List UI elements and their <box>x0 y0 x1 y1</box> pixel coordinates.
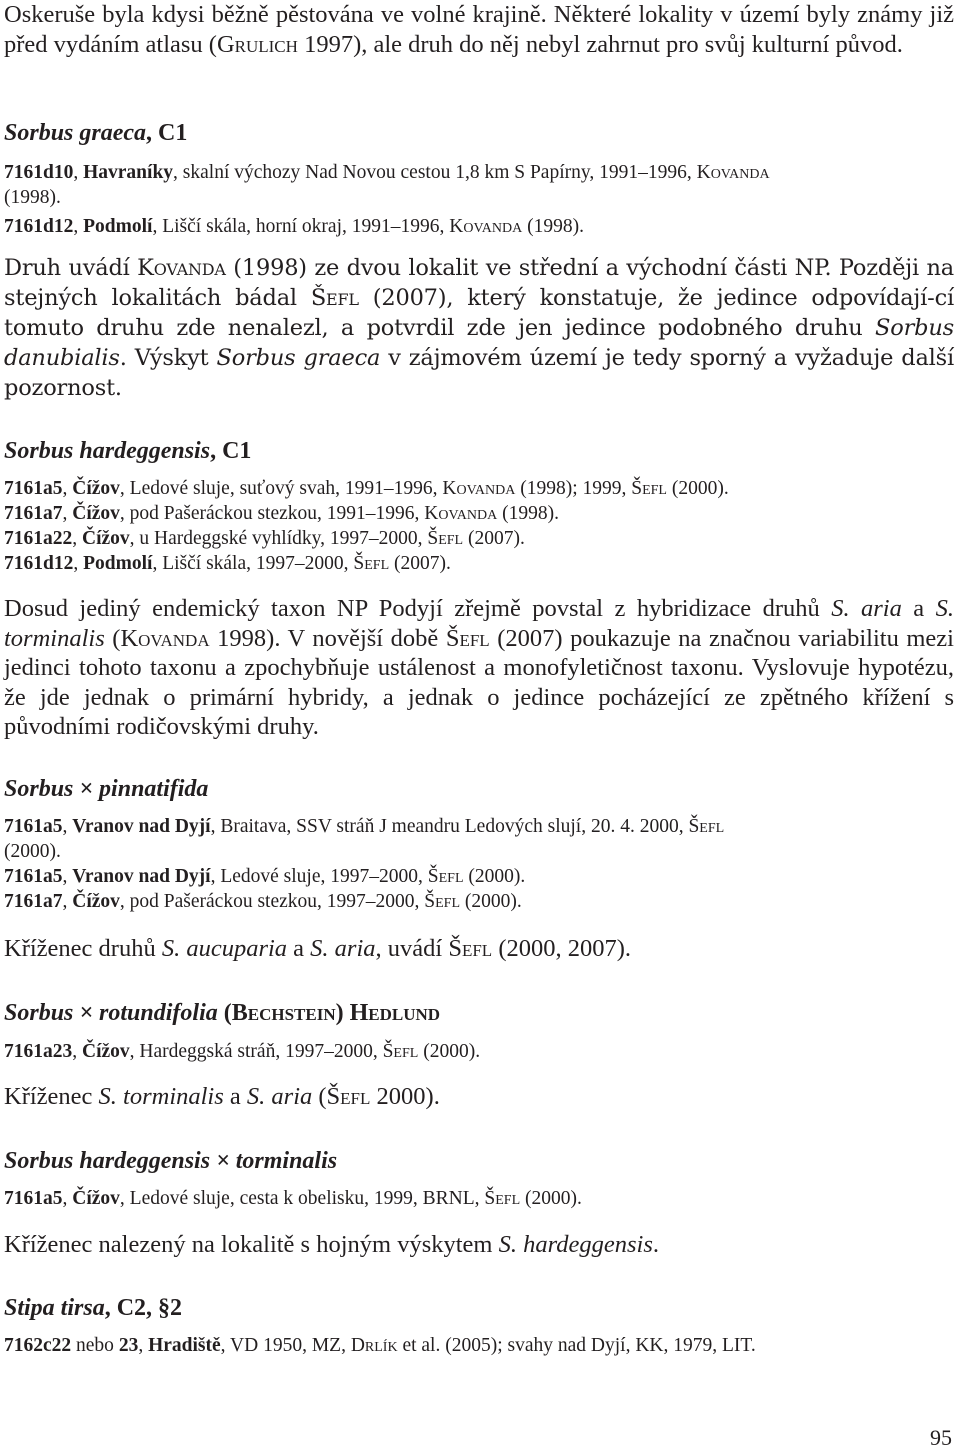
locality: Vranov nad Dyjí <box>72 866 211 887</box>
paragraph <box>4 1082 954 1112</box>
text: Kříženec nalezený na lokalitě s hojným výskytem <box>4 1231 499 1258</box>
record-text: (2000). <box>463 866 526 887</box>
text: Druh uvádí <box>4 255 138 281</box>
paragraph <box>4 253 954 403</box>
record-text: , Liščí skála, horní okraj, 1991–1996, <box>152 216 450 237</box>
record-text: (1998). <box>522 216 584 237</box>
author-name: Šefl <box>688 816 725 837</box>
species-name: Sorbus danubialis <box>4 315 954 371</box>
text: . Výskyt <box>119 345 217 371</box>
record <box>4 501 954 526</box>
record-list <box>4 1333 954 1358</box>
text: (2007), který konstatuje, že jedince odpovídají-cí tomuto druhu zde nenalezl, a potvrdil zde jen jedince podobného druhu <box>4 285 954 341</box>
record-list <box>4 814 954 914</box>
species-name: S. aucuparia <box>161 935 288 962</box>
author-name: Kovanda <box>696 162 770 183</box>
record-text: (2007). <box>463 528 525 549</box>
species-name: S. torminalis <box>4 595 955 652</box>
record: 7161a5, Vranov nad Dyjí, Braitava, SSV stráň J meandru Ledových slují, 20. 4. 2000, Šefl (2000). <box>4 816 725 862</box>
text: . <box>652 1231 659 1258</box>
grid-code: 7162c22 <box>4 1335 72 1356</box>
species-name: Sorbus × pinnatifida <box>4 776 209 802</box>
author-name: Grulich <box>216 30 298 58</box>
text: Kříženec <box>4 1083 99 1110</box>
record-text: , <box>62 478 73 499</box>
species-name: Sorbus hardeggensis × torminalis <box>4 1148 338 1174</box>
record-text: , Ledové sluje, 1997–2000, <box>210 866 428 887</box>
grid-code: 7161a5 <box>4 866 63 887</box>
species-heading <box>4 436 251 466</box>
record-text: , Ledové sluje, suťový svah, 1991–1996, <box>119 478 443 499</box>
record <box>4 526 954 551</box>
record-list <box>4 1039 954 1064</box>
text: 1997), ale druh do něj nebyl zahrnut pro svůj kulturní původ. <box>297 30 903 58</box>
author-name: Šefl <box>448 935 493 962</box>
species-name: S. aria <box>310 935 376 962</box>
locality: Čížov <box>72 478 120 499</box>
locality: Podmolí <box>83 553 153 574</box>
species-heading <box>4 1293 182 1323</box>
record <box>4 476 954 501</box>
author-name: Šefl <box>353 553 390 574</box>
record-text: , Ledové sluje, cesta k obelisku, 1999, BRNL, <box>119 1188 485 1209</box>
grid-code: 7161a7 <box>4 891 63 912</box>
locality: Čížov <box>72 503 120 524</box>
species-name: Stipa tirsa <box>4 1295 105 1321</box>
record-text: nebo <box>71 1335 119 1356</box>
record-text: (1998). <box>497 503 559 524</box>
record-text: (2000). <box>520 1188 582 1209</box>
author-name: Šefl <box>427 866 464 887</box>
author-name: Kovanda <box>424 503 498 524</box>
text: a <box>223 1083 247 1110</box>
text: ( <box>312 1083 327 1110</box>
intro-paragraph <box>4 0 954 59</box>
paragraph <box>4 934 954 964</box>
author-name: Hedlund <box>349 1000 441 1026</box>
author-name: Šefl <box>427 528 464 549</box>
locality: Čížov <box>72 1188 120 1209</box>
record-text: , pod Pašeráckou stezkou, 1991–1996, <box>119 503 425 524</box>
species-name: S. aria <box>246 1083 313 1110</box>
text: ( <box>217 1000 232 1026</box>
author-name: Šefl <box>631 478 667 499</box>
text: Dosud jediný endemický taxon NP Podyjí zřejmě povstal z hybridizace druhů <box>4 595 832 622</box>
record-text: , <box>62 503 73 524</box>
locality: Havraníky <box>83 162 174 183</box>
grid-code: 7161a7 <box>4 503 63 524</box>
grid-code: 7161a22 <box>4 528 73 549</box>
record-list <box>4 476 954 576</box>
species-name: Sorbus graeca <box>4 120 147 146</box>
author-name: Bechstein <box>231 1000 336 1026</box>
locality: Podmolí <box>83 216 153 237</box>
locality: Čížov <box>82 528 130 549</box>
locality: Čížov <box>72 891 120 912</box>
record-text: , VD 1950, MZ, <box>220 1335 351 1356</box>
category: , C1 <box>210 438 252 464</box>
author-name: Kovanda <box>120 624 210 652</box>
record-text: , <box>72 528 82 549</box>
author-name: Šefl <box>484 1188 521 1209</box>
species-name: S. torminalis <box>98 1083 224 1110</box>
text: 1998). V novější době <box>209 624 446 652</box>
author-name: Kovanda <box>449 216 523 237</box>
record <box>4 1333 954 1358</box>
species-name: S. hardeggensis <box>498 1231 653 1258</box>
record-text: (1998); 1999, <box>515 478 632 499</box>
species-heading <box>4 998 440 1028</box>
species-name: Sorbus hardeggensis <box>4 438 211 464</box>
text: ) <box>335 1000 350 1026</box>
grid-code: 7161d10 <box>4 162 74 183</box>
page-number: 95 <box>930 1425 952 1450</box>
record-text: , pod Pašeráckou stezkou, 1997–2000, <box>119 891 425 912</box>
grid-code: 23 <box>118 1335 139 1356</box>
text: (2000, 2007). <box>492 935 632 962</box>
author-name: Drlík <box>350 1335 398 1356</box>
record-text: (2000). <box>418 1041 481 1062</box>
author-name: Šefl <box>326 1083 371 1110</box>
paragraph <box>4 594 954 742</box>
record: 7161a7, Čížov, pod Pašeráckou stezkou, 1997–2000, Šefl (2000). <box>4 891 522 912</box>
grid-code: 7161a5 <box>4 1188 63 1209</box>
species-name: Sorbus graeca <box>216 345 381 371</box>
grid-code: 7161d12 <box>4 216 74 237</box>
author-name: Kovanda <box>442 478 516 499</box>
text: Kříženec druhů <box>4 935 162 962</box>
paragraph <box>4 1230 954 1260</box>
record-text: , u Hardeggské vyhlídky, 1997–2000, <box>129 528 428 549</box>
text: a <box>287 935 311 962</box>
record: 7161d10, Havraníky, skalní výchozy Nad Novou cestou 1,8 km S Papírny, 1991–1996, Kovanda (1998). <box>4 162 770 208</box>
text: (2007) poukazuje na značnou variabilitu mezi jedinci tohoto taxonu a zpochybňuje ustálenost a monofyletičnost taxonu. Vyslovuje hypotézu, že jde jednak o primární hybridy, a jednak o jedince pocházející ze zpětného křížení s původními rodičovskými druhy. <box>4 624 954 740</box>
text: v zájmovém území je tedy sporný a vyžaduje další pozornost. <box>4 345 954 401</box>
record-text: , skalní výchozy Nad Novou cestou 1,8 km S Papírny, 1991–1996, <box>173 162 697 183</box>
record-text: et al. (2005); svahy nad Dyjí, KK, 1979, LIT. <box>397 1335 756 1356</box>
text: , uvádí <box>375 935 449 962</box>
records-container <box>4 476 954 576</box>
category: , C2, §2 <box>104 1295 183 1321</box>
record-list <box>4 1186 954 1211</box>
record-text: (1998). <box>4 187 61 208</box>
record-text: , Hardeggská stráň, 1997–2000, <box>129 1041 383 1062</box>
author-name: Šefl <box>382 1041 419 1062</box>
record: 7161a23, Čížov, Hardeggská stráň, 1997–2000, Šefl (2000). <box>4 1041 481 1062</box>
author-name: Kovanda <box>137 255 226 281</box>
text: 2000). <box>370 1083 440 1110</box>
author-name: Šefl <box>310 285 359 311</box>
author-name: Šefl <box>424 891 461 912</box>
grid-code: 7161a23 <box>4 1041 73 1062</box>
grid-code: 7161a5 <box>4 478 63 499</box>
species-heading <box>4 1146 337 1176</box>
record <box>4 551 954 576</box>
species-heading <box>4 774 208 804</box>
record-text: , <box>138 1335 149 1356</box>
grid-code: 7161d12 <box>4 553 74 574</box>
record-text: , Liščí skála, 1997–2000, <box>152 553 354 574</box>
record: 7161a5, Vranov nad Dyjí, Ledové sluje, 1997–2000, Šefl (2000). <box>4 866 526 887</box>
record-text: (2007). <box>389 553 451 574</box>
author-name: Šefl <box>445 624 490 652</box>
record-text: (2000). <box>4 841 61 862</box>
text: Oskeruše byla kdysi běžně pěstována ve volné krajině. Některé lokality v území byly známy již před vydáním atlasu ( <box>4 1 954 58</box>
text: ( <box>104 624 121 652</box>
record: 7161a5, Čížov, Ledové sluje, cesta k obelisku, 1999, BRNL, Šefl (2000). <box>4 1188 582 1209</box>
species-name: S. aria <box>831 595 902 622</box>
record-text: (2000). <box>666 478 729 499</box>
record-list <box>4 160 954 239</box>
text: a <box>901 595 936 622</box>
category: , C1 <box>146 120 188 146</box>
species-heading <box>4 118 187 148</box>
grid-code: 7161a5 <box>4 816 63 837</box>
record-text: (2000). <box>460 891 522 912</box>
record-text: , <box>73 553 84 574</box>
species-name: Sorbus × rotundifolia <box>4 1000 218 1026</box>
locality: Hradiště <box>148 1335 221 1356</box>
record: 7161d12, Podmolí, Liščí skála, horní okraj, 1991–1996, Kovanda (1998). <box>4 216 584 237</box>
locality: Vranov nad Dyjí <box>72 816 211 837</box>
locality: Čížov <box>82 1041 130 1062</box>
text: (1998) ze dvou lokalit ve střední a východní části NP. Později na stejných lokalitách bádal <box>4 255 954 311</box>
record-text: , Braitava, SSV stráň J meandru Ledových slují, 20. 4. 2000, <box>210 816 689 837</box>
